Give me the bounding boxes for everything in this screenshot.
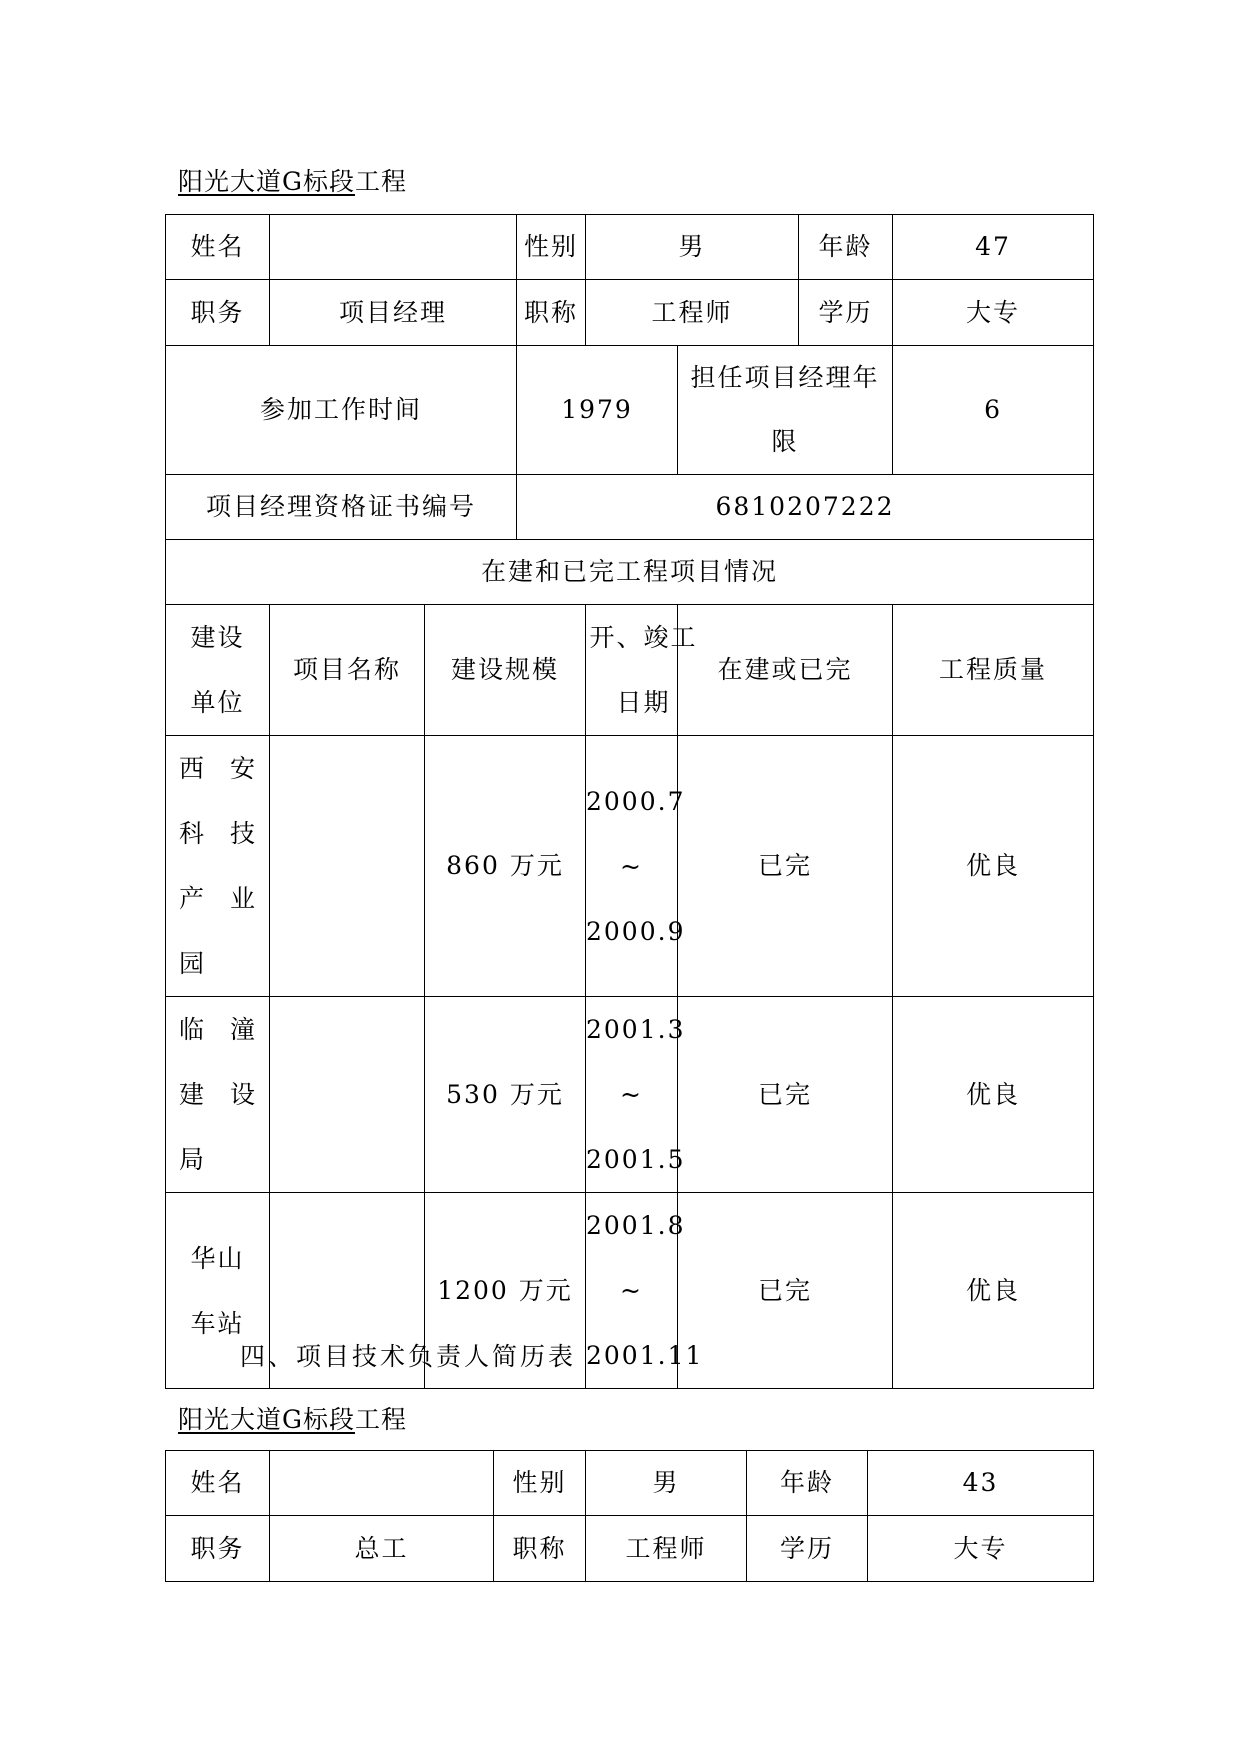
col-header-quality: 工程质量 <box>893 605 1094 736</box>
tl-value-position: 总工 <box>270 1516 494 1582</box>
project-quality: 优良 <box>893 736 1094 997</box>
col-header-scale: 建设规模 <box>425 605 586 736</box>
tl-value-education: 大专 <box>868 1516 1094 1582</box>
label-education: 学历 <box>799 280 893 346</box>
value-name <box>270 215 517 280</box>
project-quality: 优良 <box>893 1193 1094 1389</box>
label-name: 姓名 <box>166 215 270 280</box>
label-cert-no: 项目经理资格证书编号 <box>166 475 517 540</box>
value-education: 大专 <box>893 280 1094 346</box>
label-pm-years: 担任项目经理年限 <box>678 346 893 475</box>
value-gender: 男 <box>586 215 799 280</box>
project-quality: 优良 <box>893 997 1094 1193</box>
tl-value-age: 43 <box>868 1451 1094 1516</box>
project-name-suffix: 工程 <box>354 1405 407 1434</box>
value-title: 工程师 <box>586 280 799 346</box>
project-name <box>270 736 425 997</box>
project-date-end: 2000.9 <box>586 916 686 946</box>
project-scale: 1200 万元 <box>425 1193 586 1389</box>
col-header-dates <box>586 605 698 736</box>
project-name-underlined: 阳光大道G标段 <box>178 1405 355 1434</box>
table-row <box>166 997 1094 1193</box>
project-date-start: 2000.7 ~ <box>586 786 686 881</box>
value-position: 项目经理 <box>270 280 517 346</box>
project-unit: 西安科技产业园 <box>166 736 270 997</box>
project-scale: 530 万元 <box>425 997 586 1193</box>
project-date-start: 2001.8 ~ <box>586 1211 686 1305</box>
value-work-start: 1979 <box>517 346 678 475</box>
label-work-start: 参加工作时间 <box>166 346 517 475</box>
project-dates <box>586 1193 704 1389</box>
label-title: 职称 <box>517 280 586 346</box>
col-header-dates-text: 开、竣工日期 <box>589 623 698 717</box>
col-header-project-name: 项目名称 <box>270 605 425 736</box>
section-title: 四、项目技术负责人简历表 <box>240 1342 577 1371</box>
project-date-end: 2001.5 <box>586 1145 686 1174</box>
project-name-line <box>178 162 407 198</box>
project-date-start: 2001.3 ~ <box>586 1015 686 1109</box>
tl-label-education: 学历 <box>747 1516 868 1582</box>
tl-label-age: 年龄 <box>747 1451 868 1516</box>
project-manager-table <box>165 214 1094 1389</box>
tl-label-title: 职称 <box>494 1516 586 1582</box>
project-name-line-2 <box>178 1400 407 1436</box>
label-age: 年龄 <box>799 215 893 280</box>
value-age: 47 <box>893 215 1094 280</box>
value-cert-no: 6810207222 <box>517 475 1094 540</box>
value-pm-years: 6 <box>893 346 1094 475</box>
tl-value-name <box>270 1451 494 1516</box>
table-row <box>166 736 1094 997</box>
label-gender: 性别 <box>517 215 586 280</box>
project-date-end: 2001.11 <box>586 1341 704 1370</box>
project-scale: 860 万元 <box>425 736 586 997</box>
label-position: 职务 <box>166 280 270 346</box>
project-status: 已完 <box>678 997 893 1193</box>
project-unit-text: 华山车站 <box>190 1243 245 1338</box>
project-dates <box>586 997 686 1193</box>
project-unit: 临潼建设局 <box>166 997 270 1193</box>
projects-header: 在建和已完工程项目情况 <box>166 540 1094 605</box>
tl-value-title: 工程师 <box>586 1516 747 1582</box>
project-name-underlined: 阳光大道G标段 <box>178 167 355 196</box>
col-header-unit <box>166 605 270 736</box>
tech-lead-table <box>165 1450 1094 1582</box>
col-header-unit-text: 建设单位 <box>190 623 245 717</box>
tl-label-position: 职务 <box>166 1516 270 1582</box>
tl-value-gender: 男 <box>586 1451 747 1516</box>
col-header-status: 在建或已完 <box>678 605 893 736</box>
tl-label-name: 姓名 <box>166 1451 270 1516</box>
project-status: 已完 <box>678 1193 893 1389</box>
project-name <box>270 997 425 1193</box>
tl-label-gender: 性别 <box>494 1451 586 1516</box>
project-status: 已完 <box>678 736 893 997</box>
project-name-suffix: 工程 <box>354 167 407 196</box>
project-dates <box>586 736 686 997</box>
